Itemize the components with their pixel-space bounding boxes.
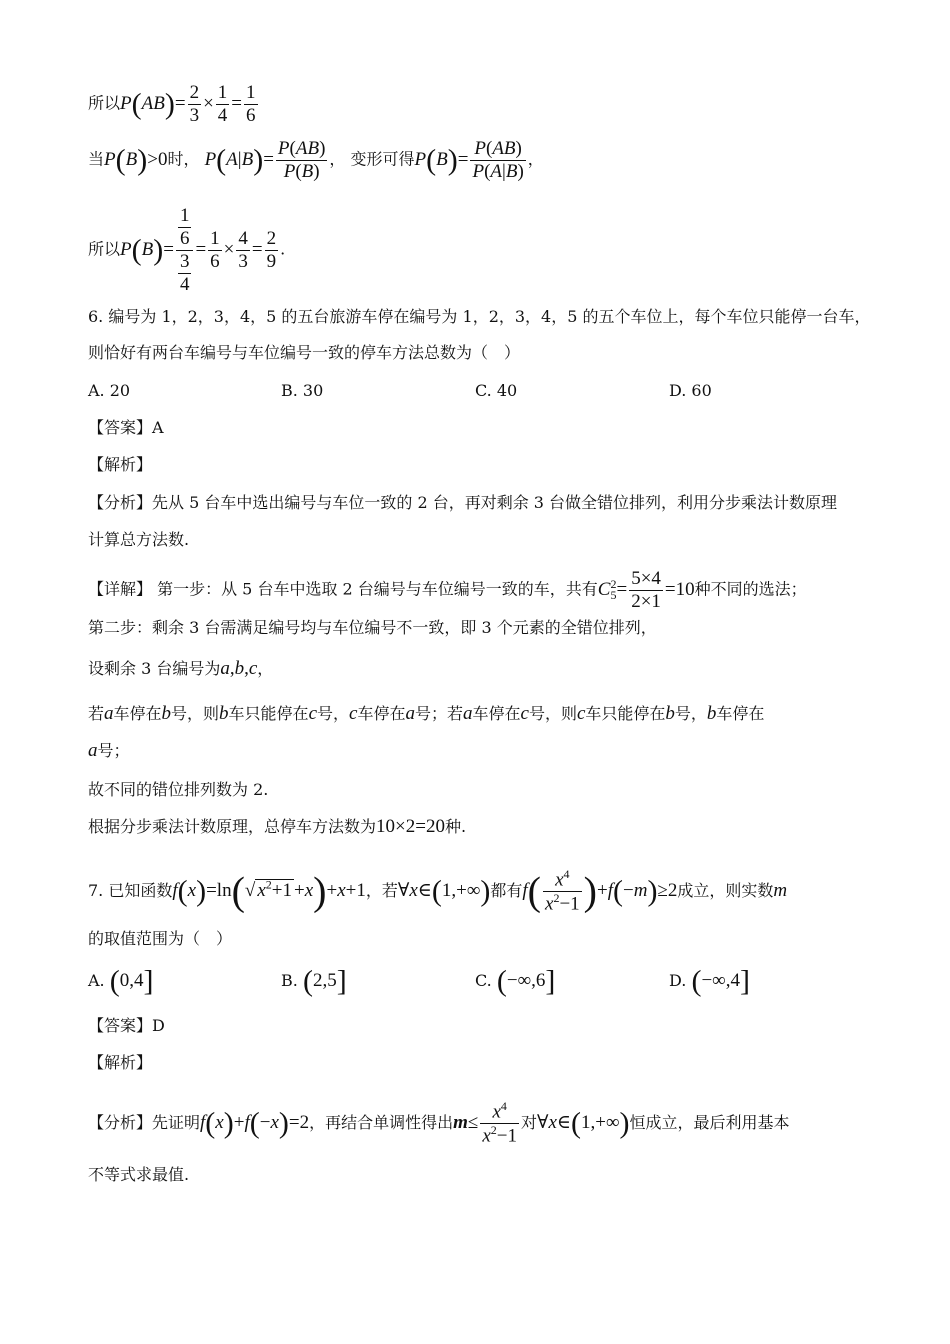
q7-fenxi-line1: 【分析】先证明f(x)+f(−x)=2，再结合单调性得出m≤ $\frac{x^4}{x^2-1}$ 对∀x∈(1,+∞)恒成立，最后利用基本 xyxy=(88,1099,790,1147)
q6-set-line: 设剩余 3 台编号为a,b,c， xyxy=(88,658,274,679)
q6-detail-step1: 【详解】 第一步：从 5 台车中选取 2 台编号与车位编号一致的车，共有C 2 5 = $\frac{5\times 4}{2\times 1}$ =10种不同的选法； xyxy=(88,568,807,612)
t10: 车只能停在 xyxy=(585,704,666,723)
text-suo-yi-2: 所以 xyxy=(88,239,121,259)
q6-stem-line1: 6. 编号为 1，2，3，4，5 的五台旅游车停在编号为 1，2，3，4，5 的五个车位上，每个车位只能停一台车， xyxy=(88,307,871,326)
t3: 号，则 xyxy=(171,704,220,723)
conditional-probability-line: 当P(B)>0时， P(A|B)= $\frac{P(AB)}{P(B)}$ ， 变形可得P(B)= $\frac{P(AB)}{P(A|B)}$ ， xyxy=(88,138,544,182)
t7: 号；若 xyxy=(414,704,463,723)
result-line-p-ab: 所以P(AB)= $\frac{2}{3}$ × $\frac{1}{4}$ = $\frac{1}{6}$ xyxy=(88,82,256,126)
q6-total-prefix: 根据分步乘法计数原理，总停车方法数为 xyxy=(88,817,377,836)
q6-option-d: D. 60 xyxy=(669,381,712,400)
q6-total-line: 根据分步乘法计数原理，总停车方法数为10×2=20种. xyxy=(88,816,467,837)
q7-option-b: B. (2,5] xyxy=(281,964,347,998)
q6-step2: 第二步：剩余 3 台需满足编号均与车位编号不一致，即 3 个元素的全错位排列， xyxy=(88,618,657,637)
q7-fenxi-b: ，再结合单调性得出 xyxy=(309,1113,454,1133)
q6-case-line2: a号； xyxy=(88,740,130,761)
q7-option-a: A. (0,4] xyxy=(88,964,154,998)
q6-detail-tail: 种不同的选法； xyxy=(694,579,807,599)
q7-fenxi-a: 【分析】先证明 xyxy=(88,1113,201,1133)
q7-stem-line2: 的取值范围为（ ） xyxy=(88,929,233,948)
text-comma-tail: ， xyxy=(527,149,544,169)
q7-cheng: 成立，则实数 xyxy=(677,881,774,901)
q7-option-d-label: D. xyxy=(669,971,687,990)
q6-gu-line: 故不同的错位排列数为 2. xyxy=(88,780,269,799)
text-suo-yi: 所以 xyxy=(88,93,121,113)
text-transform: 变形可得 xyxy=(350,149,415,169)
q6-detail-prefix: 【详解】 第一步：从 5 台车中选取 2 台编号与车位编号一致的车，共有 xyxy=(88,579,598,599)
t5: 号， xyxy=(317,704,350,723)
q7-stem-line1: 7. 已知函数f(x)=ln(√ $x^2+1 +x)+x+1$，若∀x∈(1,+∞)都有f( $\frac{x^4}{x^2-1}$ )+f(−m)≥2成立，则实数m xyxy=(88,867,788,915)
result-line-p-b: 所以P(B)= $\frac{\frac{1}{6}}{\frac{3}{4}}$ = $\frac{1}{6}$ × $\frac{4}{3}$ = $\frac{2}{9}$ . xyxy=(88,205,286,295)
q6-total-tail: 种. xyxy=(444,817,467,836)
q7-option-d: D. (−∞,4] xyxy=(669,964,750,998)
text-comma: ， xyxy=(329,149,346,169)
q7-answer: 【答案】D xyxy=(88,1016,165,1035)
q6-case-line1: 若a车停在b号，则b车只能停在c号，c车停在a号；若a车停在c号，则c车只能停在b号，b车停在 xyxy=(88,703,765,724)
t4: 车只能停在 xyxy=(228,704,309,723)
q7-analysis-label: 【解析】 xyxy=(88,1053,153,1072)
q6-fenxi-line2: 计算总方法数. xyxy=(88,530,190,549)
q7-option-c-label: C. xyxy=(475,971,492,990)
q6-set-tail: ， xyxy=(257,659,274,678)
q6-option-a: A. 20 xyxy=(88,381,131,400)
t9: 号，则 xyxy=(528,704,577,723)
t13: 号； xyxy=(97,741,130,760)
q7-option-b-label: B. xyxy=(281,971,298,990)
q7-mid: ，若 xyxy=(365,881,398,901)
q6-set-prefix: 设剩余 3 台编号为 xyxy=(88,659,221,678)
t12: 车停在 xyxy=(716,704,765,723)
text-shi: 时， xyxy=(167,149,200,169)
q6-stem-line2: 则恰好有两台车编号与车位编号一致的停车方法总数为（ ） xyxy=(88,343,521,362)
q7-dou: 都有 xyxy=(490,881,523,901)
q6-analysis-label: 【解析】 xyxy=(88,455,153,474)
q7-prefix: 7. 已知函数 xyxy=(88,881,173,901)
text-dang: 当 xyxy=(88,149,105,169)
q6-fenxi-line1: 【分析】先从 5 台车中选出编号与车位一致的 2 台，再对剩余 3 台做全错位排列，利用分步乘法计数原理 xyxy=(88,493,838,512)
text-period: . xyxy=(280,239,286,259)
q6-option-c: C. 40 xyxy=(475,381,518,400)
t2: 车停在 xyxy=(113,704,162,723)
t6: 车停在 xyxy=(357,704,406,723)
q7-fenxi-c: 对 xyxy=(521,1113,538,1133)
q7-fenxi-d: 恒成立，最后利用基本 xyxy=(629,1113,790,1133)
q6-answer: 【答案】A xyxy=(88,418,164,437)
q7-option-c: C. (−∞,6] xyxy=(475,964,556,998)
q7-fenxi-line2: 不等式求最值. xyxy=(88,1165,190,1184)
q7-option-a-label: A. xyxy=(88,971,105,990)
t1: 若 xyxy=(88,704,105,723)
q6-option-b: B. 30 xyxy=(281,381,324,400)
t8: 车停在 xyxy=(472,704,521,723)
t11: 号， xyxy=(674,704,707,723)
